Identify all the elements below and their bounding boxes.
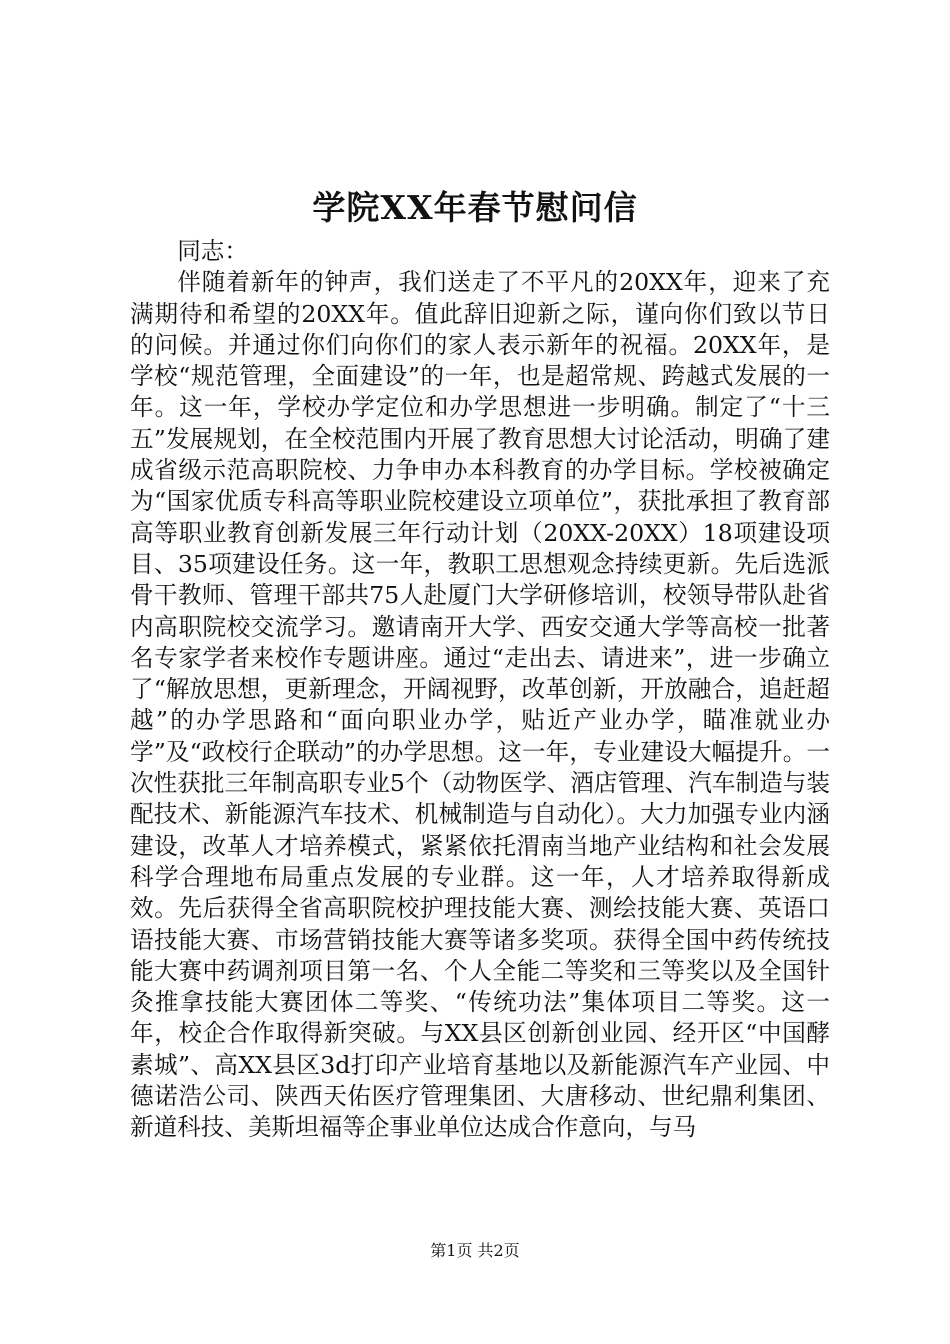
salutation: 同志： <box>177 237 248 265</box>
letter-body <box>130 236 830 1144</box>
page-footer: 第1页 共2页 <box>430 1241 520 1260</box>
document-title: 学院XX年春节慰问信 <box>312 188 638 227</box>
body-paragraph: 伴随着新年的钟声，我们送走了不平凡的20XX年，迎来了充满期待和希望的20XX年。值此辞旧迎新之际，谨向你们致以节日的问候。并通过你们向你们的家人表示新年的祝福。20XX年，是学校“规范管理，全面建设”的一年，也是超常规、跨越式发展的一年。这一年，学校办学定位和办学思想进一步明确。制定了“十三五”发展规划，在全校范围内开展了教育思想大讨论活动，明确了建成省级示范高职院校、力争申办本科教育的办学目标。学校被确定为“国家优质专科高等职业院校建设立项单位”，获批承担了教育部高等职业教育创新发展三年行动计划（20XX-20XX）18项建设项目、35项建设任务。这一年，教职工思想观念持续更新。先后选派骨干教师、管理干部共75人赴厦门大学研修培训，校领导带队赴省内高职院校交流学习。邀请南开大学、西安交通大学等高校一批著名专家学者来校作专题讲座。通过“走出去、请进来”，进一步确立了“解放思想，更新理念，开阔视野，改革创新，开放融合，追赶超越”的办学思路和“面向职业办学，贴近产业办学，瞄准就业办学”及“政校行企联动”的办学思想。这一年，专业建设大幅提升。一次性获批三年制高职专业5个（动物医学、酒店管理、汽车制造与装配技术、新能源汽车技术、机械制造与自动化）。大力加强专业内涵建设，改革人才培养模式，紧紧依托渭南当地产业结构和社会发展科学合理地布局重点发展的专业群。这一年，人才培养取得新成效。先后获得全省高职院校护理技能大赛、测绘技能大赛、英语口语技能大赛、市场营销技能大赛等诸多奖项。获得全国中药传统技能大赛中药调剂项目第一名、个人全能二等奖和三等奖以及全国针灸推拿技能大赛团体二等奖、“传统功法”集体项目二等奖。这一年，校企合作取得新突破。与XX县区创新创业园、经开区“中国酵素城”、高XX县区3d打印产业培育基地以及新能源汽车产业园、中德诺浩公司、陕西天佑医疗管理集团、大唐移动、世纪鼎利集团、新道科技、美斯坦福等企事业单位达成合作意向，与马 <box>130 268 830 1142</box>
